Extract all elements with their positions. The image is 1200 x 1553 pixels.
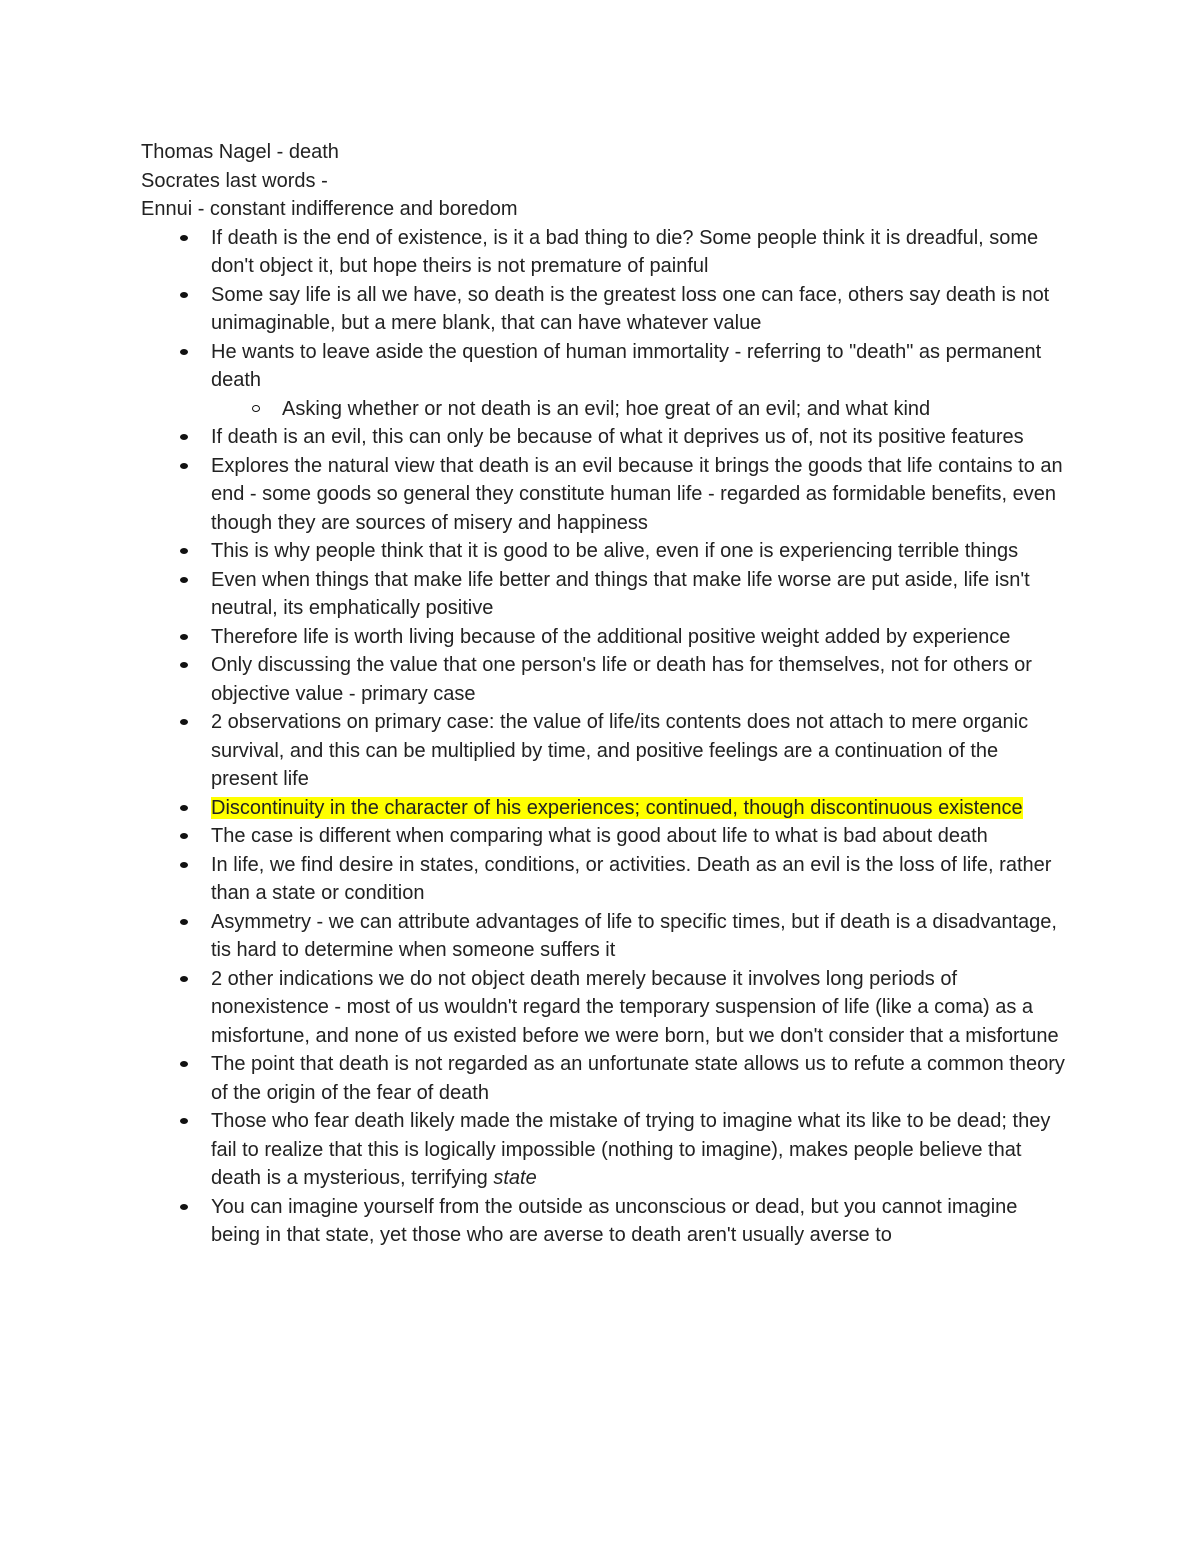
bullet-italic-text: state xyxy=(493,1167,537,1189)
bullet-item xyxy=(141,822,1066,851)
subtitle-line: Socrates last words - xyxy=(141,169,328,192)
bullet-item xyxy=(141,224,1066,281)
notes-bullet-list xyxy=(141,224,1066,1250)
bullet-text: The case is different when comparing what is good about life to what is bad about death xyxy=(211,825,988,847)
bullet-text: Therefore life is worth living because of the additional positive weight added by experience xyxy=(211,625,1011,648)
bullet-text: Asking whether or not death is an evil; hoe great of an evil; and what kind xyxy=(282,397,931,420)
document-header xyxy=(141,138,1066,224)
definition-line: Ennui - constant indifference and boredom xyxy=(141,198,518,220)
bullet-item xyxy=(141,708,1066,794)
bullet-item xyxy=(141,452,1066,538)
sub-bullet-item xyxy=(141,395,1066,424)
bullet-text: Those who fear death likely made the mistake of trying to imagine what its like to be dead; they fail to realize that this is logically impossible (nothing to imagine), makes people believe that death is a mysterious, terrifying xyxy=(211,1110,1051,1189)
bullet-text: Discontinuity in the character of his experiences; continued, though discontinuous existence xyxy=(211,796,1023,819)
bullet-text: This is why people think that it is good to be alive, even if one is experiencing terrible things xyxy=(211,540,1019,562)
document-page xyxy=(141,138,1066,1250)
bullet-item xyxy=(141,908,1066,965)
bullet-item xyxy=(141,651,1066,708)
bullet-text: You can imagine yourself from the outside as unconscious or dead, but you cannot imagine being in that state, yet those who are averse to death aren't usually averse to xyxy=(211,1195,1018,1246)
bullet-item xyxy=(141,794,1066,823)
bullet-item xyxy=(141,281,1066,338)
title-line: Thomas Nagel - death xyxy=(141,141,339,163)
bullet-text: If death is an evil, this can only be because of what it deprives us of, not its positive features xyxy=(211,426,1024,448)
bullet-text: Explores the natural view that death is an evil because it brings the goods that life contains to an end - some goods so general they constitute human life - regarded as formidable benefits, even though they are sources of misery and happiness xyxy=(211,454,1063,534)
bullet-text: Some say life is all we have, so death is the greatest loss one can face, others say death is not unimaginable, but a mere blank, that can have whatever value xyxy=(211,283,1050,334)
bullet-text: Asymmetry - we can attribute advantages of life to specific times, but if death is a disadvantage, tis hard to determine when someone suffers it xyxy=(211,910,1057,961)
bullet-item xyxy=(141,851,1066,908)
bullet-item xyxy=(141,566,1066,623)
bullet-text: The point that death is not regarded as an unfortunate state allows us to refute a common theory of the origin of the fear of death xyxy=(211,1053,1065,1104)
bullet-text: 2 observations on primary case: the value of life/its contents does not attach to mere organic survival, and this can be multiplied by time, and positive feelings are a continuation of the present life xyxy=(211,711,1029,790)
bullet-text: He wants to leave aside the question of human immortality - referring to "death" as permanent death xyxy=(211,340,1042,391)
bullet-item xyxy=(141,1107,1066,1193)
bullet-item xyxy=(141,623,1066,652)
bullet-item xyxy=(141,1193,1066,1250)
bullet-item xyxy=(141,1050,1066,1107)
bullet-text: In life, we find desire in states, conditions, or activities. Death as an evil is the loss of life, rather than a state or condition xyxy=(211,853,1052,904)
bullet-item xyxy=(141,965,1066,1051)
bullet-text: Only discussing the value that one person's life or death has for themselves, not for others or objective value - primary case xyxy=(211,654,1032,705)
bullet-item xyxy=(141,423,1066,452)
bullet-text: If death is the end of existence, is it a bad thing to die? Some people think it is dreadful, some don't object it, but hope theirs is not premature of painful xyxy=(211,226,1039,277)
bullet-item xyxy=(141,537,1066,566)
bullet-text: 2 other indications we do not object death merely because it involves long periods of nonexistence - most of us wouldn't regard the temporary suspension of life (like a coma) as a misfortune, and none of us existed before we were born, but we don't consider that a misfortune xyxy=(211,967,1059,1047)
bullet-item xyxy=(141,338,1066,395)
bullet-text: Even when things that make life better and things that make life worse are put aside, life isn't neutral, its emphatically positive xyxy=(211,568,1030,619)
